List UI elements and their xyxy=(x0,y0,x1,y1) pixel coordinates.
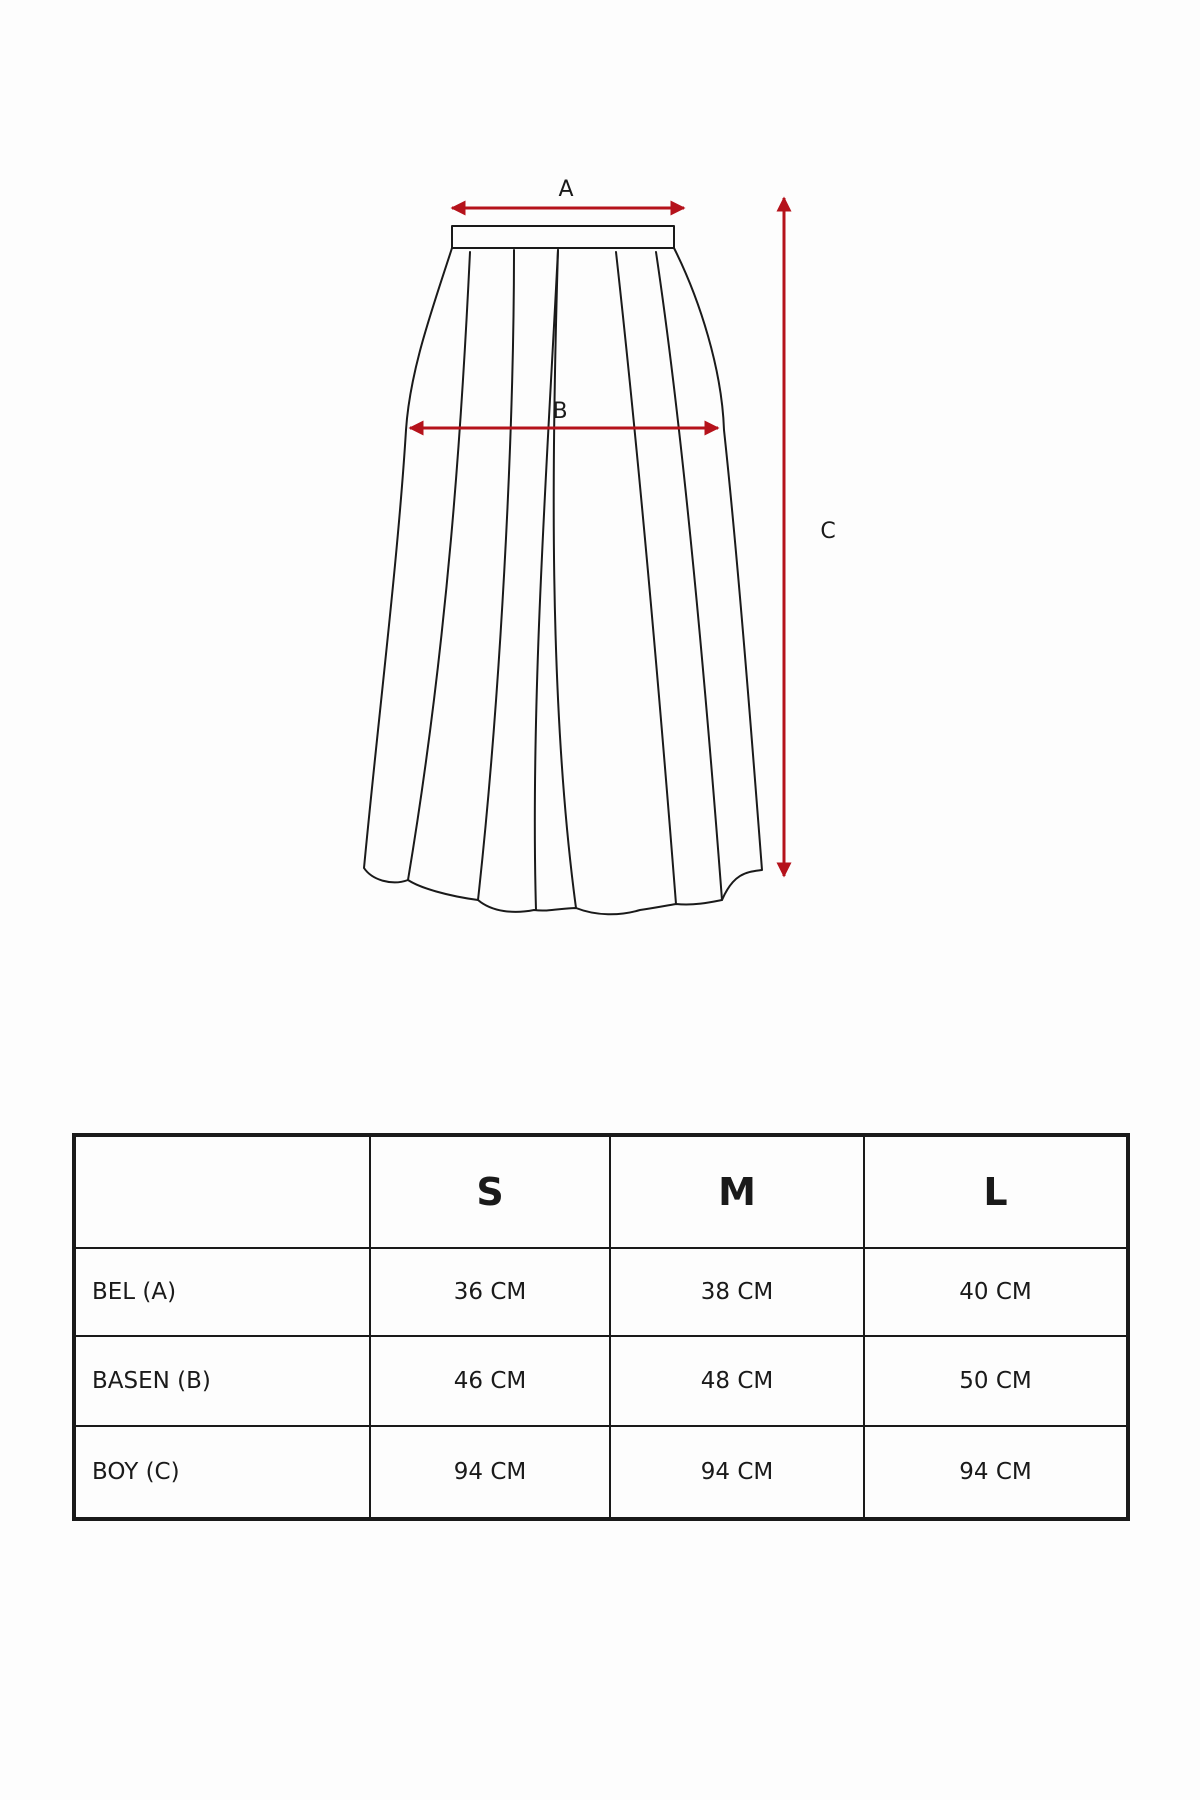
pleat-line xyxy=(616,252,676,904)
label-a: A xyxy=(558,177,574,202)
label-c: C xyxy=(820,519,836,544)
row-label: BOY (C) xyxy=(74,1426,370,1519)
table-cell: 38 CM xyxy=(610,1248,864,1336)
corner-cell xyxy=(74,1135,370,1248)
table-cell: 46 CM xyxy=(370,1336,610,1426)
table-cell: 40 CM xyxy=(864,1248,1128,1336)
table-cell: 48 CM xyxy=(610,1336,864,1426)
waistband xyxy=(452,226,674,248)
table-row-length xyxy=(74,1426,1128,1519)
table-cell: 36 CM xyxy=(370,1248,610,1336)
table-cell: 94 CM xyxy=(370,1426,610,1519)
table-row-waist xyxy=(74,1248,1128,1336)
pleat-line xyxy=(408,252,470,880)
table-cell: 94 CM xyxy=(610,1426,864,1519)
skirt-outline xyxy=(364,248,762,914)
measure-a xyxy=(452,177,684,208)
measure-c xyxy=(784,198,836,876)
measure-b xyxy=(410,399,718,428)
size-header-l: L xyxy=(864,1135,1128,1248)
row-label: BEL (A) xyxy=(74,1248,370,1336)
table-row-hip xyxy=(74,1336,1128,1426)
table-cell: 50 CM xyxy=(864,1336,1128,1426)
pleat-line xyxy=(478,250,514,900)
size-header-m: M xyxy=(610,1135,864,1248)
size-header-row xyxy=(74,1135,1128,1248)
row-label: BASEN (B) xyxy=(74,1336,370,1426)
label-b: B xyxy=(552,399,568,424)
skirt-illustration xyxy=(364,226,762,914)
pleat-line xyxy=(554,250,576,908)
size-header-s: S xyxy=(370,1135,610,1248)
size-chart-table xyxy=(72,1133,1130,1521)
table-cell: 94 CM xyxy=(864,1426,1128,1519)
